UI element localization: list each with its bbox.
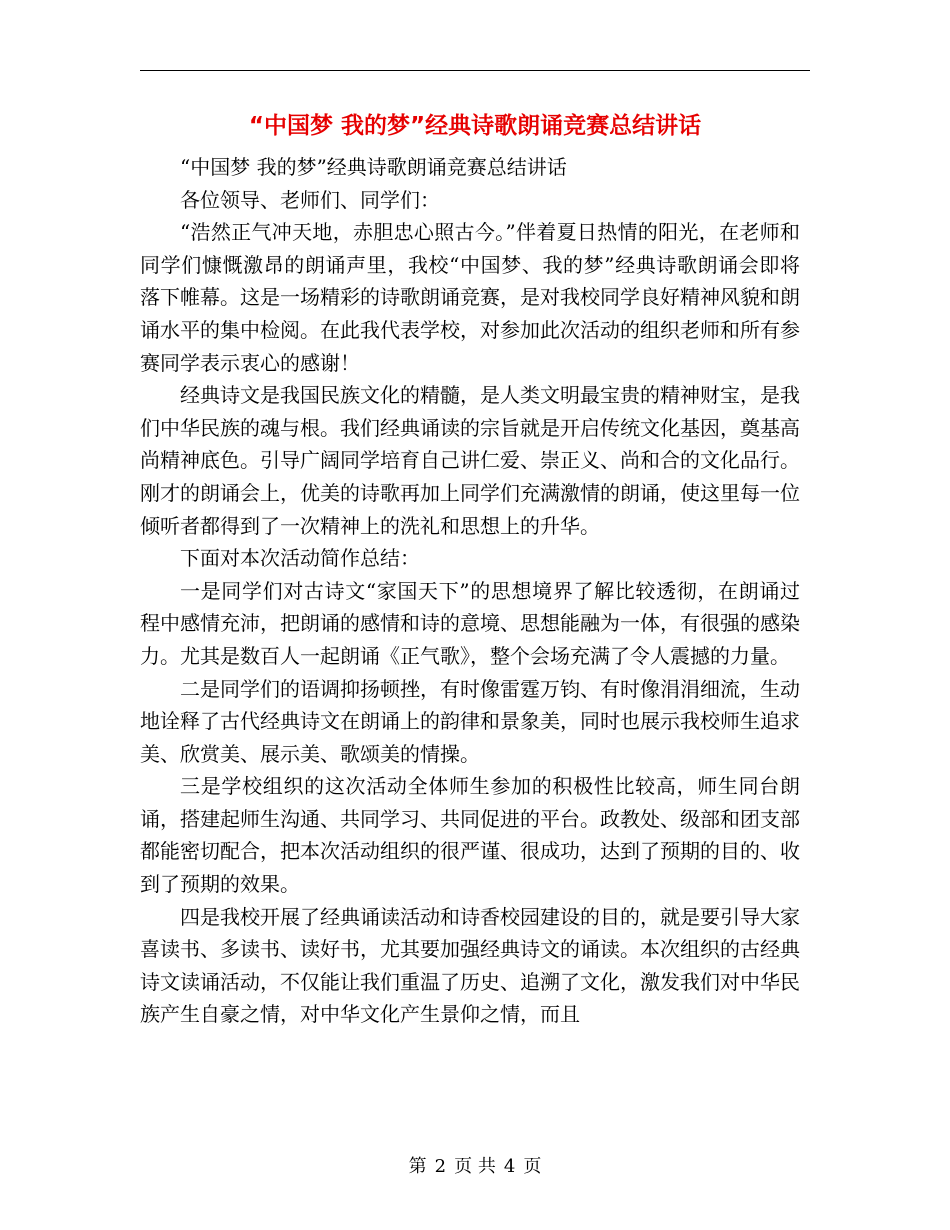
paragraph: 一是同学们对古诗文“家国天下”的思想境界了解比较透彻，在朗诵过程中感情充沛，把朗诵的感情和诗的意境、思想能融为一体，有很强的感染力。尤其是数百人一起朗诵《正气歌》，整个会场充满了令人震撼的力量。 (140, 578, 800, 668)
paragraph: 三是学校组织的这次活动全体师生参加的积极性比较高，师生同台朗诵，搭建起师生沟通、共同学习、共同促进的平台。政教处、级部和团支部都能密切配合，把本次活动组织的很严谨、很成功，达到了预期的目的、收到了预期的效果。 (140, 774, 800, 897)
paragraph: 四是我校开展了经典诵读活动和诗香校园建设的目的，就是要引导大家喜读书、多读书、读好书，尤其要加强经典诗文的诵读。本次组织的古经典诗文读诵活动，不仅能让我们重温了历史、追溯了文化，激发我们对中华民族产生自豪之情，对中华文化产生景仰之情，而且 (140, 904, 800, 1027)
header-rule (140, 70, 810, 71)
paragraph-subtitle: “中国梦 我的梦”经典诗歌朗诵竞赛总结讲话 (180, 155, 567, 179)
page-mid: 页 共 (454, 1156, 496, 1177)
document-title: “中国梦 我的梦”经典诗歌朗诵竞赛总结讲话 (248, 113, 702, 139)
paragraph: “浩然正气冲天地，赤胆忠心照古今。”伴着夏日热情的阳光，在老师和同学们慷慨激昂的朗诵声里，我校“中国梦、我的梦”经典诗歌朗诵会即将落下帷幕。这是一场精彩的诗歌朗诵竞赛，是对我校同学良好精神风貌和朗诵水平的集中检阅。在此我代表学校，对参加此次活动的组织老师和所有参赛同学表示衷心的感谢！ (140, 220, 800, 375)
page-number: 2 (434, 1156, 447, 1177)
paragraph-salutation: 各位领导、老师们、同学们： (180, 187, 440, 212)
page-footer (0, 1152, 950, 1182)
page-suffix: 页 (523, 1156, 542, 1177)
paragraph: 下面对本次活动简作总结： (180, 546, 420, 571)
paragraph: 经典诗文是我国民族文化的精髓，是人类文明最宝贵的精神财宝，是我们中华民族的魂与根。我们经典诵读的宗旨就是开启传统文化基因，奠基高尚精神底色。引导广阔同学培育自己讲仁爱、崇正义、尚和合的文化品行。刚才的朗诵会上，优美的诗歌再加上同学们充满激情的朗诵，使这里每一位倾听者都得到了一次精神上的洗礼和思想上的升华。 (140, 383, 800, 538)
paragraph: 二是同学们的语调抑扬顿挫，有时像雷霆万钧、有时像涓涓细流，生动地诠释了古代经典诗文在朗诵上的韵律和景象美，同时也展示我校师生追求美、欣赏美、展示美、歌颂美的情操。 (140, 676, 800, 766)
page-prefix: 第 (408, 1156, 427, 1177)
page-total: 4 (503, 1156, 516, 1177)
document-body (140, 151, 800, 1031)
